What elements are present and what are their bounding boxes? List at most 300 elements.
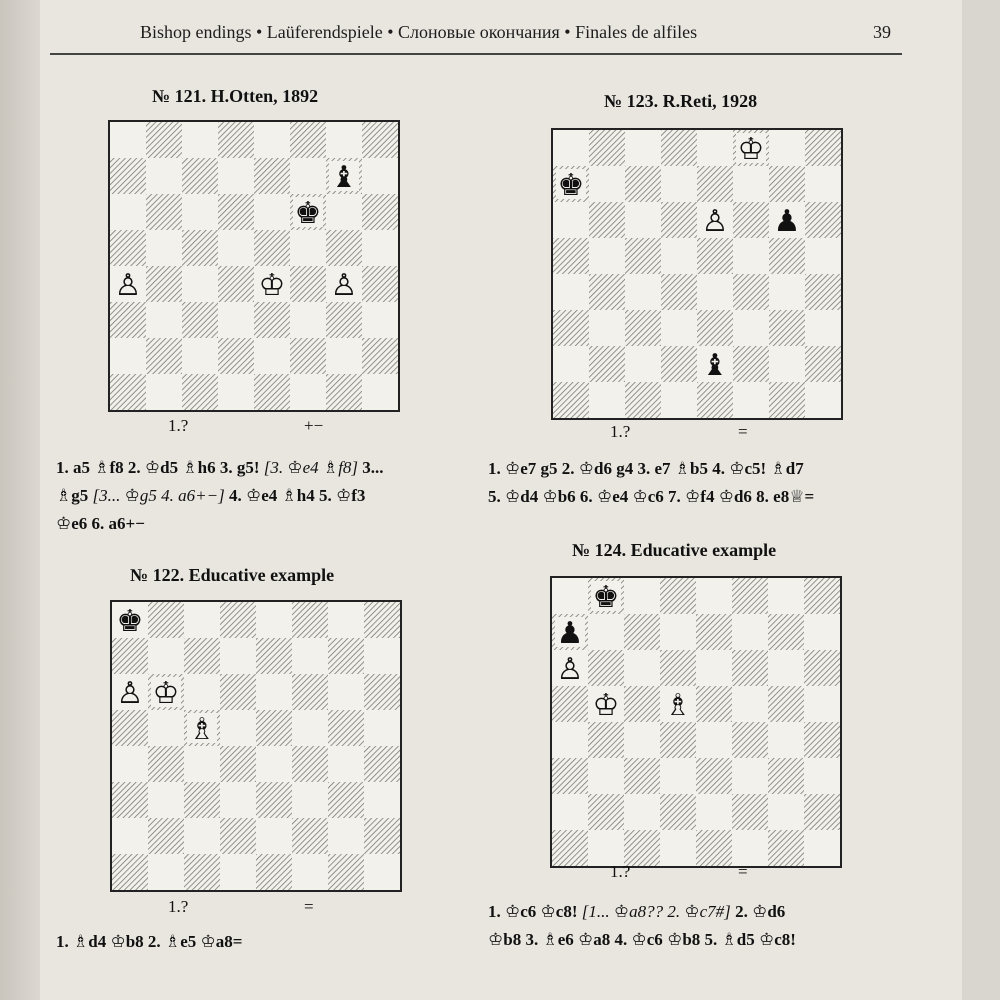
white-king-icon: ♔ xyxy=(667,930,683,950)
dark-square xyxy=(733,346,769,382)
light-square xyxy=(292,638,328,674)
light-square xyxy=(625,202,661,238)
diagram-124-evaluation: = xyxy=(738,862,748,881)
dark-square xyxy=(184,782,220,818)
light-square xyxy=(661,382,697,418)
dark-square xyxy=(805,346,841,382)
dark-square xyxy=(110,374,146,410)
white-king-icon: ♔ xyxy=(287,458,303,478)
diagram-123-solution xyxy=(488,455,814,511)
light-square xyxy=(696,722,732,758)
light-square xyxy=(733,166,769,202)
white-bishop-icon: ♗ xyxy=(664,688,692,723)
diagram-124-title: № 124. Educative example xyxy=(572,540,777,560)
light-square xyxy=(660,758,696,794)
light-square xyxy=(804,830,840,866)
light-square xyxy=(768,650,804,686)
white-king-icon: ♔ xyxy=(592,688,620,723)
dark-square xyxy=(624,758,660,794)
move-text: d5 xyxy=(736,930,759,949)
black-pawn-icon: ♟ xyxy=(773,204,801,239)
dark-square xyxy=(769,238,805,274)
dark-square xyxy=(660,578,696,614)
light-square xyxy=(364,782,400,818)
dark-square xyxy=(697,238,733,274)
white-bishop-icon: ♗ xyxy=(281,486,297,506)
variation-text: a8?? 2. xyxy=(629,902,685,921)
dark-square xyxy=(732,722,768,758)
dark-square xyxy=(804,578,840,614)
variation-text: [3... xyxy=(92,486,125,505)
chessboard-121 xyxy=(108,120,400,412)
diagram-121-title: № 121. H.Otten, 1892 xyxy=(152,86,319,106)
dark-square xyxy=(326,374,362,410)
dark-square xyxy=(254,374,290,410)
light-square xyxy=(732,830,768,866)
dark-square xyxy=(182,302,218,338)
diagram-123-title: № 123. R.Reti, 1928 xyxy=(604,91,758,111)
dark-square xyxy=(218,266,254,302)
dark-square xyxy=(256,782,292,818)
dark-square xyxy=(696,830,732,866)
dark-square xyxy=(328,854,364,890)
light-square xyxy=(696,650,732,686)
variation-text: g5 4. a6+−] xyxy=(139,486,229,505)
diagram-124-question: 1.? xyxy=(610,862,631,881)
light-square xyxy=(182,266,218,302)
light-square xyxy=(146,302,182,338)
light-square xyxy=(589,382,625,418)
move-text: d7 xyxy=(785,459,804,478)
dark-square xyxy=(256,854,292,890)
white-king-icon: ♔ xyxy=(110,932,126,952)
light-square xyxy=(805,166,841,202)
dark-square xyxy=(256,710,292,746)
move-text: g5 xyxy=(71,486,93,505)
white-king-icon: ♔ xyxy=(488,930,504,950)
light-square xyxy=(254,338,290,374)
dark-square xyxy=(768,614,804,650)
light-square xyxy=(362,230,398,266)
move-text: a8= xyxy=(215,932,243,951)
solution-line xyxy=(56,454,384,482)
diagram-122-question: 1.? xyxy=(168,897,189,916)
light-square xyxy=(148,854,184,890)
light-square xyxy=(661,238,697,274)
dark-square xyxy=(184,638,220,674)
white-king-icon: ♔ xyxy=(542,487,558,507)
move-text: a8 4. xyxy=(593,930,632,949)
variation-text: [3. xyxy=(263,458,288,477)
dark-square xyxy=(110,230,146,266)
dark-square xyxy=(364,746,400,782)
dark-square xyxy=(805,202,841,238)
light-square xyxy=(660,614,696,650)
dark-square xyxy=(768,830,804,866)
dark-square xyxy=(182,374,218,410)
white-king-icon: ♔ xyxy=(200,932,216,952)
dark-square xyxy=(110,302,146,338)
light-square xyxy=(184,746,220,782)
diagram-121-evaluation: +− xyxy=(304,416,324,435)
black-pawn-icon: ♟ xyxy=(556,616,584,651)
white-king-icon: ♔ xyxy=(596,487,613,507)
dark-square xyxy=(326,302,362,338)
light-square xyxy=(733,238,769,274)
white-king-icon: ♔ xyxy=(632,487,648,507)
light-square xyxy=(553,274,589,310)
variation-text: f8] xyxy=(338,458,363,477)
white-king-icon: ♔ xyxy=(631,930,647,950)
white-king-icon: ♔ xyxy=(729,459,745,479)
black-king-icon: ♚ xyxy=(294,196,322,231)
move-text: c5! xyxy=(744,459,771,478)
light-square xyxy=(328,674,364,710)
black-king-icon: ♚ xyxy=(557,168,585,203)
light-square xyxy=(552,794,588,830)
move-text: e4 xyxy=(612,487,633,506)
light-square xyxy=(733,382,769,418)
dark-square xyxy=(254,302,290,338)
light-square xyxy=(218,302,254,338)
light-square xyxy=(805,238,841,274)
dark-square xyxy=(182,230,218,266)
light-square xyxy=(625,346,661,382)
dark-square xyxy=(184,854,220,890)
light-square xyxy=(625,130,661,166)
light-square xyxy=(660,830,696,866)
white-king-icon: ♔ xyxy=(245,486,262,506)
light-square xyxy=(146,230,182,266)
dark-square xyxy=(364,602,400,638)
light-square xyxy=(220,782,256,818)
light-square xyxy=(290,374,326,410)
dark-square xyxy=(697,382,733,418)
dark-square xyxy=(146,194,182,230)
move-text: c8! xyxy=(555,902,582,921)
light-square xyxy=(661,166,697,202)
light-square xyxy=(624,650,660,686)
dark-square xyxy=(364,818,400,854)
dark-square xyxy=(292,674,328,710)
dark-square xyxy=(661,346,697,382)
move-text: h4 5. xyxy=(296,486,336,505)
move-text: = xyxy=(804,487,815,506)
dark-square xyxy=(254,158,290,194)
dark-square xyxy=(769,166,805,202)
light-square xyxy=(552,722,588,758)
dark-square xyxy=(769,382,805,418)
dark-square xyxy=(661,274,697,310)
light-square xyxy=(254,194,290,230)
move-text: 5. xyxy=(488,487,505,506)
page-gutter-shadow xyxy=(0,0,40,1000)
dark-square xyxy=(553,382,589,418)
light-square xyxy=(184,674,220,710)
dark-square xyxy=(768,758,804,794)
white-king-icon: ♔ xyxy=(737,132,765,167)
light-square xyxy=(290,158,326,194)
dark-square xyxy=(660,650,696,686)
dark-square xyxy=(362,122,398,158)
light-square xyxy=(112,746,148,782)
dark-square xyxy=(328,782,364,818)
light-square xyxy=(588,830,624,866)
dark-square xyxy=(552,758,588,794)
light-square xyxy=(769,274,805,310)
dark-square xyxy=(148,746,184,782)
dark-square xyxy=(218,194,254,230)
light-square xyxy=(328,746,364,782)
diagram-121-solution xyxy=(56,454,384,538)
light-square xyxy=(182,122,218,158)
light-square xyxy=(769,346,805,382)
dark-square xyxy=(624,830,660,866)
light-square xyxy=(148,638,184,674)
move-text: d6 xyxy=(767,902,786,921)
light-square xyxy=(256,602,292,638)
light-square xyxy=(364,710,400,746)
light-square xyxy=(589,166,625,202)
dark-square xyxy=(220,818,256,854)
white-pawn-icon: ♙ xyxy=(701,204,729,239)
dark-square xyxy=(362,266,398,302)
dark-square xyxy=(290,266,326,302)
light-square xyxy=(110,194,146,230)
dark-square xyxy=(696,686,732,722)
black-bishop-icon: ♝ xyxy=(701,348,729,383)
white-king-icon: ♔ xyxy=(752,902,768,922)
diagram-123-question: 1.? xyxy=(610,422,631,441)
move-text: c6 xyxy=(520,902,541,921)
move-text: e4 xyxy=(261,486,282,505)
diagram-122-solution xyxy=(56,928,242,956)
move-text: 4. xyxy=(228,486,246,505)
light-square xyxy=(624,794,660,830)
dark-square xyxy=(589,202,625,238)
variation-text: [1... xyxy=(581,902,614,921)
light-square xyxy=(328,602,364,638)
light-square xyxy=(292,710,328,746)
dark-square xyxy=(292,746,328,782)
dark-square xyxy=(624,686,660,722)
light-square xyxy=(328,818,364,854)
white-pawn-icon: ♙ xyxy=(330,268,358,303)
dark-square xyxy=(112,782,148,818)
dark-square xyxy=(696,758,732,794)
dark-square xyxy=(625,166,661,202)
light-square xyxy=(364,638,400,674)
light-square xyxy=(552,578,588,614)
move-text: f3 xyxy=(351,486,366,505)
dark-square xyxy=(146,122,182,158)
dark-square xyxy=(328,638,364,674)
dark-square xyxy=(732,794,768,830)
dark-square xyxy=(660,794,696,830)
dark-square xyxy=(148,602,184,638)
chessboard-122 xyxy=(110,600,402,892)
running-title: Bishop endings • Laüferendspiele • Слоновые окончания • Finales de alfiles xyxy=(140,22,698,42)
light-square xyxy=(218,230,254,266)
light-square xyxy=(184,602,220,638)
black-king-icon: ♚ xyxy=(116,604,144,639)
move-text: e7 g5 2. xyxy=(520,459,579,478)
move-text: 1. xyxy=(488,902,505,921)
white-bishop-icon: ♗ xyxy=(721,930,737,950)
light-square xyxy=(805,310,841,346)
move-text: 1. xyxy=(56,932,73,951)
dark-square xyxy=(364,674,400,710)
white-king-icon: ♔ xyxy=(335,486,352,506)
light-square xyxy=(553,130,589,166)
light-square xyxy=(804,614,840,650)
dark-square xyxy=(112,854,148,890)
dark-square xyxy=(733,202,769,238)
dark-square xyxy=(218,338,254,374)
light-square xyxy=(768,794,804,830)
diagram-124-solution xyxy=(488,898,796,954)
light-square xyxy=(112,818,148,854)
dark-square xyxy=(804,650,840,686)
move-text: e6 xyxy=(557,930,579,949)
dark-square xyxy=(362,338,398,374)
move-text: e5 xyxy=(180,932,201,951)
light-square xyxy=(182,338,218,374)
white-bishop-icon: ♗ xyxy=(94,458,110,478)
move-text: d4 xyxy=(520,487,543,506)
solution-line xyxy=(488,483,814,511)
move-text: h6 3. g5! xyxy=(197,458,264,477)
light-square xyxy=(362,302,398,338)
chessboard-124 xyxy=(550,576,842,868)
dark-square xyxy=(805,274,841,310)
dark-square xyxy=(290,122,326,158)
white-bishop-icon: ♗ xyxy=(182,458,198,478)
solution-line xyxy=(56,482,384,510)
light-square xyxy=(588,758,624,794)
diagram-122-evaluation: = xyxy=(304,897,314,916)
dark-square xyxy=(589,274,625,310)
move-text: 2. xyxy=(735,902,753,921)
light-square xyxy=(768,578,804,614)
dark-square xyxy=(697,310,733,346)
dark-square xyxy=(110,158,146,194)
dark-square xyxy=(112,710,148,746)
light-square xyxy=(804,758,840,794)
dark-square xyxy=(625,310,661,346)
dark-square xyxy=(588,650,624,686)
dark-square xyxy=(220,602,256,638)
dark-square xyxy=(589,130,625,166)
light-square xyxy=(696,578,732,614)
light-square xyxy=(220,854,256,890)
dark-square xyxy=(292,818,328,854)
dark-square xyxy=(732,578,768,614)
dark-square xyxy=(553,310,589,346)
light-square xyxy=(148,782,184,818)
light-square xyxy=(218,374,254,410)
light-square xyxy=(732,686,768,722)
move-text: f4 xyxy=(700,487,719,506)
light-square xyxy=(326,194,362,230)
light-square xyxy=(290,230,326,266)
move-text: 1. a5 xyxy=(56,458,95,477)
solution-line xyxy=(56,510,384,538)
white-king-icon: ♔ xyxy=(505,459,521,479)
dark-square xyxy=(552,830,588,866)
move-text: f8 2. xyxy=(109,458,145,477)
light-square xyxy=(625,274,661,310)
dark-square xyxy=(804,794,840,830)
dark-square xyxy=(660,722,696,758)
white-bishop-icon: ♗ xyxy=(770,459,786,479)
move-text: 1. xyxy=(488,459,505,478)
light-square xyxy=(292,782,328,818)
white-king-icon: ♔ xyxy=(685,487,701,507)
solution-line xyxy=(488,898,796,926)
dark-square xyxy=(182,158,218,194)
dark-square xyxy=(696,614,732,650)
dark-square xyxy=(148,818,184,854)
white-bishop-icon: ♗ xyxy=(188,712,216,747)
solution-line xyxy=(488,455,814,483)
dark-square xyxy=(218,122,254,158)
white-queen-icon: ♕ xyxy=(789,487,805,507)
light-square xyxy=(218,158,254,194)
chessboard-123 xyxy=(551,128,843,420)
light-square xyxy=(146,158,182,194)
dark-square xyxy=(661,130,697,166)
black-bishop-icon: ♝ xyxy=(330,160,358,195)
variation-text: c7#] xyxy=(699,902,736,921)
light-square xyxy=(804,686,840,722)
light-square xyxy=(182,194,218,230)
dark-square xyxy=(804,722,840,758)
light-square xyxy=(588,614,624,650)
dark-square xyxy=(362,194,398,230)
diagram-122-title: № 122. Educative example xyxy=(130,565,335,585)
dark-square xyxy=(768,686,804,722)
dark-square xyxy=(589,346,625,382)
light-square xyxy=(624,722,660,758)
move-text: b8 2. xyxy=(125,932,165,951)
move-text: 3... xyxy=(362,458,384,477)
dark-square xyxy=(697,166,733,202)
light-square xyxy=(769,130,805,166)
solution-line xyxy=(56,928,242,956)
variation-text: e4 xyxy=(302,458,323,477)
dark-square xyxy=(661,202,697,238)
light-square xyxy=(805,382,841,418)
light-square xyxy=(362,158,398,194)
dark-square xyxy=(146,266,182,302)
white-king-icon: ♔ xyxy=(578,930,594,950)
diagram-121-question: 1.? xyxy=(168,416,189,435)
white-king-icon: ♔ xyxy=(258,268,286,303)
dark-square xyxy=(292,602,328,638)
move-text: d5 xyxy=(160,458,183,477)
light-square xyxy=(364,854,400,890)
white-bishop-icon: ♗ xyxy=(674,459,691,479)
white-bishop-icon: ♗ xyxy=(73,932,89,952)
dark-square xyxy=(805,130,841,166)
light-square xyxy=(292,854,328,890)
diagram-123-evaluation: = xyxy=(738,422,748,441)
white-king-icon: ♔ xyxy=(613,902,630,922)
light-square xyxy=(254,122,290,158)
dark-square xyxy=(220,746,256,782)
page-number: 39 xyxy=(873,22,891,42)
